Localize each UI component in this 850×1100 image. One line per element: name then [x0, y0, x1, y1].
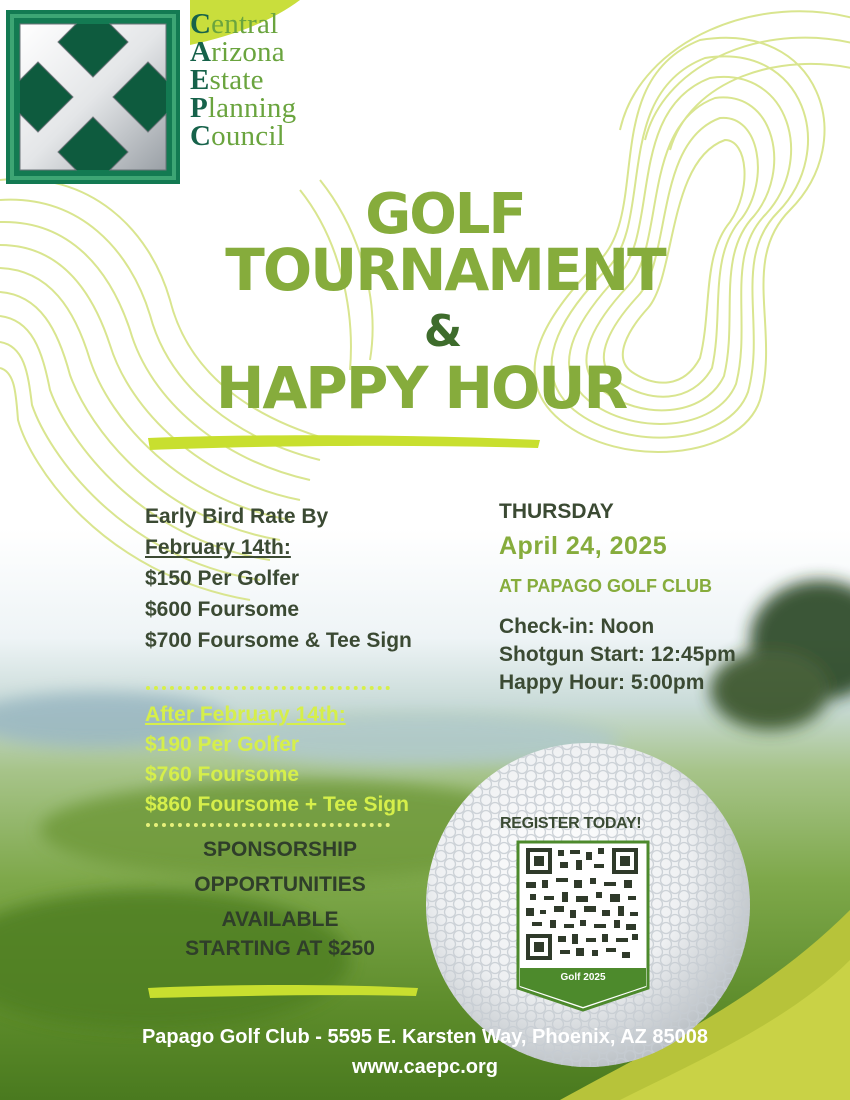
sponsorship-line: OPPORTUNITIES [194, 873, 366, 896]
after-heading: After February 14th: [145, 703, 346, 726]
org-cap: E [190, 64, 210, 96]
register-label: REGISTER TODAY! [500, 815, 642, 832]
caepc-logo [6, 10, 180, 184]
schedule-item: Happy Hour: 5:00pm [499, 671, 705, 694]
qr-code[interactable] [516, 840, 650, 1012]
org-rest: ouncil [211, 120, 285, 152]
event-venue: AT PAPAGO GOLF CLUB [499, 576, 712, 596]
sponsorship-line: SPONSORSHIP [202, 838, 358, 861]
org-line-arizona [190, 38, 296, 66]
org-line-planning [190, 94, 296, 122]
early-bird-heading: Early Bird Rate By [145, 505, 329, 528]
org-rest: lanning [207, 92, 297, 124]
org-cap: A [190, 36, 212, 68]
event-date: April 24, 2025 [499, 532, 668, 560]
org-line-council [190, 122, 296, 150]
event-day: THURSDAY [499, 500, 614, 523]
sponsorship-line: STARTING AT $250 [185, 937, 375, 960]
title-ampersand: & [423, 306, 463, 357]
after-item: $760 Foursome [145, 763, 300, 786]
schedule-item: Shotgun Start: 12:45pm [499, 643, 736, 666]
after-item: $860 Foursome + Tee Sign [145, 793, 409, 816]
early-bird-date: February 14th: [145, 536, 291, 559]
org-line-central [190, 10, 296, 38]
schedule-item: Check-in: Noon [499, 615, 655, 638]
organization-name [190, 10, 296, 150]
footer-website[interactable]: www.caepc.org [352, 1056, 498, 1078]
title-tournament: TOURNAMENT [225, 236, 665, 304]
after-item: $190 Per Golfer [145, 733, 300, 756]
org-line-estate [190, 66, 296, 94]
org-rest: rizona [211, 36, 285, 68]
org-rest: entral [211, 8, 279, 40]
title-golf: GOLF [365, 182, 525, 247]
org-cap: P [190, 92, 208, 124]
early-bird-item: $600 Foursome [145, 598, 300, 621]
org-cap: C [190, 8, 212, 40]
early-bird-item: $150 Per Golfer [145, 567, 300, 590]
sponsorship-line: AVAILABLE [221, 908, 339, 931]
org-rest: state [209, 64, 264, 96]
org-cap: C [190, 120, 212, 152]
footer-address: Papago Golf Club - 5595 E. Karsten Way, Phoenix, AZ 85008 [141, 1026, 709, 1048]
early-bird-item: $700 Foursome & Tee Sign [145, 629, 412, 652]
dotted-divider [146, 686, 390, 690]
qr-caption: Golf 2025 [560, 972, 606, 983]
title-happy-hour: HAPPY HOUR [215, 354, 627, 422]
dotted-divider [146, 823, 390, 827]
